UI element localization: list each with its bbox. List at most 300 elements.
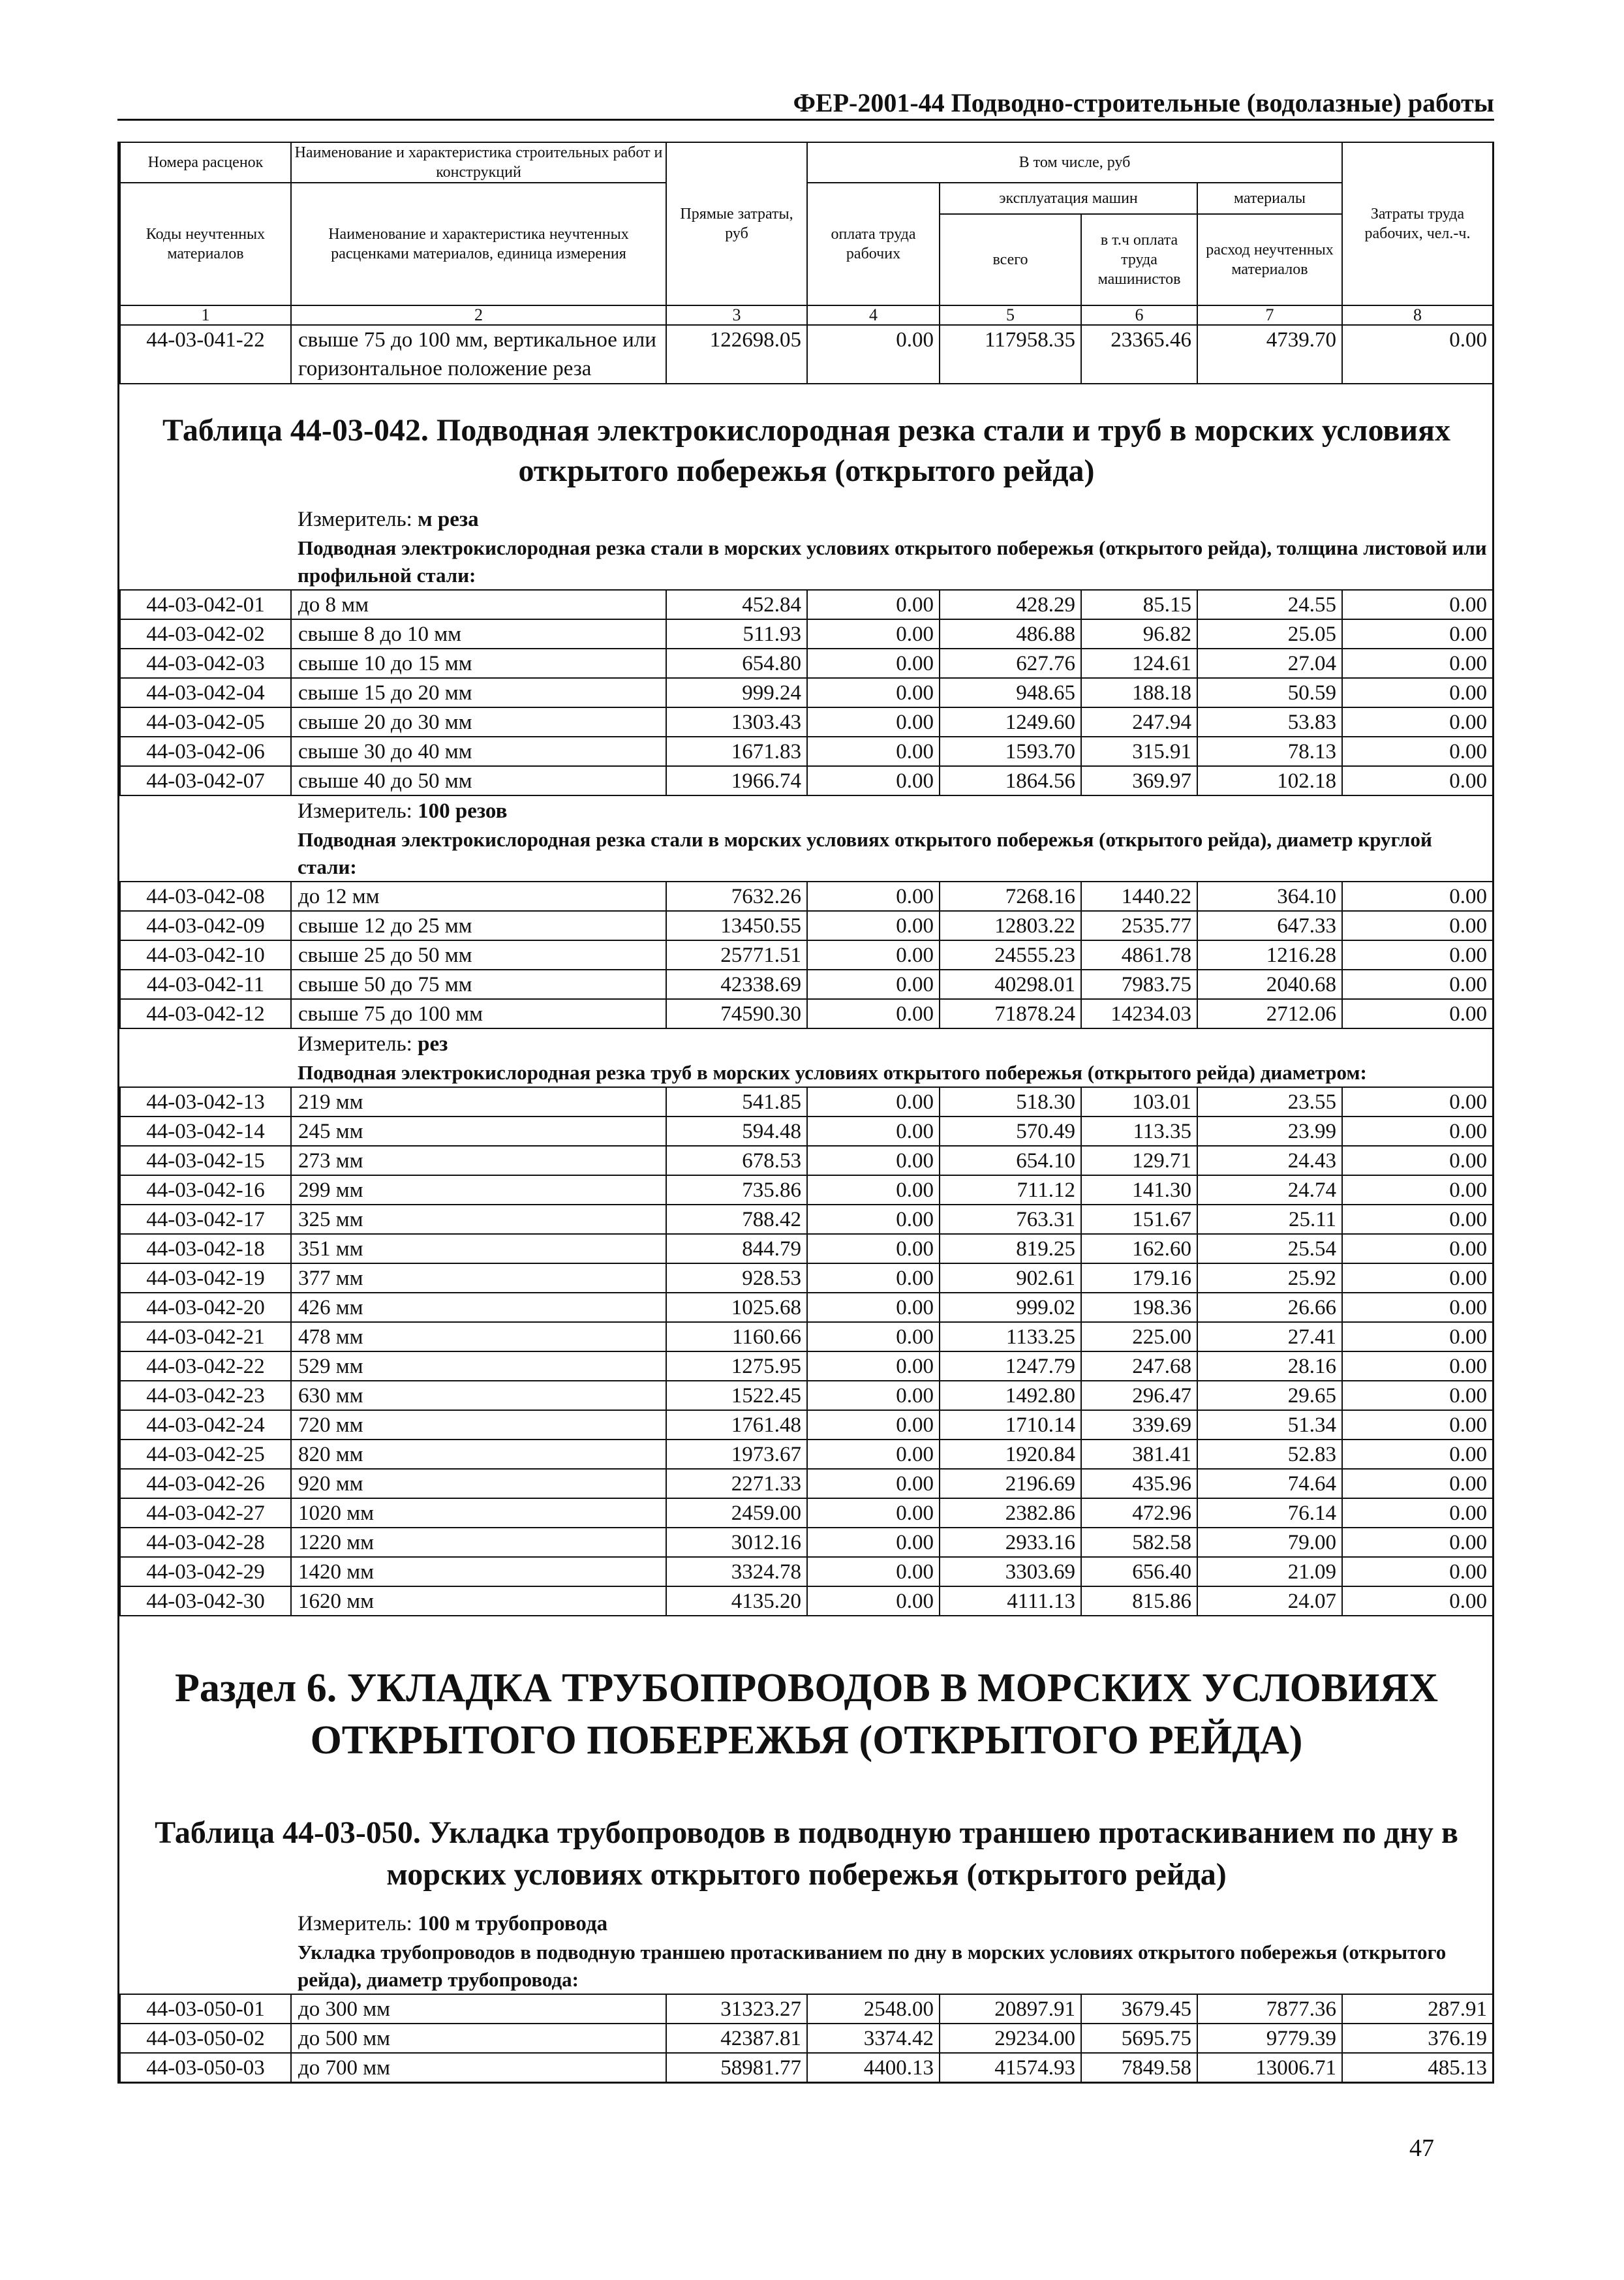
unit-value: рез bbox=[418, 1032, 448, 1056]
table-row bbox=[120, 1498, 1493, 1528]
table-row bbox=[120, 678, 1493, 707]
cell-machines-total: 40298.01 bbox=[940, 970, 1081, 999]
cell-wages: 0.00 bbox=[807, 1498, 940, 1528]
row-code: 44-03-042-19 bbox=[120, 1263, 291, 1293]
row-name: 325 мм bbox=[291, 1205, 666, 1234]
unit-label: Измеритель: bbox=[298, 1912, 418, 1935]
cell-wages: 0.00 bbox=[807, 678, 940, 707]
cell-wages: 0.00 bbox=[807, 882, 940, 911]
row-code: 44-03-042-02 bbox=[120, 619, 291, 649]
cell-wages: 0.00 bbox=[807, 1381, 940, 1410]
cell-wages: 0.00 bbox=[807, 1234, 940, 1263]
cell-direct-costs: 74590.30 bbox=[666, 999, 807, 1028]
row-code: 44-03-050-02 bbox=[120, 2024, 291, 2053]
cell-machines-total: 711.12 bbox=[940, 1175, 1081, 1205]
cell-machinists-wages: 656.40 bbox=[1081, 1557, 1197, 1586]
header-labor: Затраты труда рабочих, чел.-ч. bbox=[1342, 142, 1493, 305]
cell-materials: 27.41 bbox=[1197, 1322, 1342, 1351]
cell-direct-costs: 1275.95 bbox=[666, 1351, 807, 1381]
cell-labor: 0.00 bbox=[1342, 737, 1493, 766]
cell-direct-costs: 42338.69 bbox=[666, 970, 807, 999]
cell-wages: 0.00 bbox=[807, 737, 940, 766]
cell-direct-costs: 594.48 bbox=[666, 1117, 807, 1146]
row-name: 1620 мм bbox=[291, 1586, 666, 1616]
cell-machines-total: 902.61 bbox=[940, 1263, 1081, 1293]
row-code: 44-03-042-23 bbox=[120, 1381, 291, 1410]
cell-machinists-wages: 315.91 bbox=[1081, 737, 1197, 766]
cell-machines-total: 1864.56 bbox=[940, 766, 1081, 795]
header-materials: материалы bbox=[1197, 183, 1342, 214]
cell-labor: 0.00 bbox=[1342, 649, 1493, 678]
cell-machinists-wages: 381.41 bbox=[1081, 1440, 1197, 1469]
row-name: 820 мм bbox=[291, 1440, 666, 1469]
cell-machinists-wages: 5695.75 bbox=[1081, 2024, 1197, 2053]
row-name: до 500 мм bbox=[291, 2024, 666, 2053]
cell-materials: 25.54 bbox=[1197, 1234, 1342, 1263]
cell-materials: 9779.39 bbox=[1197, 2024, 1342, 2053]
cell-materials: 24.43 bbox=[1197, 1146, 1342, 1175]
cell-wages: 0.00 bbox=[807, 1205, 940, 1234]
row-code: 44-03-042-14 bbox=[120, 1117, 291, 1146]
cell-machines-total: 819.25 bbox=[940, 1234, 1081, 1263]
row-code: 44-03-050-01 bbox=[120, 1994, 291, 2024]
row-code: 44-03-042-28 bbox=[120, 1528, 291, 1557]
group-spacer bbox=[120, 1939, 291, 1994]
row-name: 529 мм bbox=[291, 1351, 666, 1381]
cell-machinists-wages: 815.86 bbox=[1081, 1586, 1197, 1616]
table-row bbox=[120, 737, 1493, 766]
cell-labor: 0.00 bbox=[1342, 1410, 1493, 1440]
cell-labor: 287.91 bbox=[1342, 1994, 1493, 2024]
column-number: 7 bbox=[1197, 305, 1342, 325]
cell-direct-costs: 42387.81 bbox=[666, 2024, 807, 2053]
column-number: 3 bbox=[666, 305, 807, 325]
cell-labor: 0.00 bbox=[1342, 1498, 1493, 1528]
cell-machinists-wages: 225.00 bbox=[1081, 1322, 1197, 1351]
column-number: 4 bbox=[807, 305, 940, 325]
cell-wages: 0.00 bbox=[807, 1351, 940, 1381]
cell-labor: 0.00 bbox=[1342, 619, 1493, 649]
row-name: свыше 50 до 75 мм bbox=[291, 970, 666, 999]
table-row bbox=[120, 1263, 1493, 1293]
row-code: 44-03-042-30 bbox=[120, 1586, 291, 1616]
row-name: 273 мм bbox=[291, 1146, 666, 1175]
table-row bbox=[120, 1528, 1493, 1557]
cell-direct-costs: 735.86 bbox=[666, 1175, 807, 1205]
header-direct-costs: Прямые затраты, руб bbox=[666, 142, 807, 305]
cell-direct-costs: 7632.26 bbox=[666, 882, 807, 911]
table-row bbox=[120, 882, 1493, 911]
cell-direct-costs: 1160.66 bbox=[666, 1322, 807, 1351]
table-row bbox=[120, 1146, 1493, 1175]
cell-direct-costs: 452.84 bbox=[666, 590, 807, 619]
row-code: 44-03-042-08 bbox=[120, 882, 291, 911]
cell-labor: 0.00 bbox=[1342, 1293, 1493, 1322]
cell-machinists-wages: 1440.22 bbox=[1081, 882, 1197, 911]
table-row bbox=[120, 590, 1493, 619]
table-row bbox=[120, 1351, 1493, 1381]
row-name: 219 мм bbox=[291, 1087, 666, 1117]
row-code: 44-03-042-15 bbox=[120, 1146, 291, 1175]
cell-materials: 647.33 bbox=[1197, 911, 1342, 940]
column-number: 6 bbox=[1081, 305, 1197, 325]
unit-measure bbox=[291, 504, 1493, 534]
cell-labor: 0.00 bbox=[1342, 1205, 1493, 1234]
cell-machinists-wages: 179.16 bbox=[1081, 1263, 1197, 1293]
cell-wages: 0.00 bbox=[807, 590, 940, 619]
cell-machines-total: 1133.25 bbox=[940, 1322, 1081, 1351]
row-name: 299 мм bbox=[291, 1175, 666, 1205]
cell-labor: 0.00 bbox=[1342, 1117, 1493, 1146]
table-row bbox=[120, 1087, 1493, 1117]
cell-wages: 0.00 bbox=[807, 649, 940, 678]
cell-materials: 21.09 bbox=[1197, 1557, 1342, 1586]
group-heading: Укладка трубопроводов в подводную траншею протаскиванием по дну в морских условиях открытого побережья (открытого рейда), диаметр трубопровода: bbox=[291, 1939, 1493, 1994]
cell-machines-total: 41574.93 bbox=[940, 2053, 1081, 2083]
row-name: до 700 мм bbox=[291, 2053, 666, 2083]
row-code: 44-03-042-20 bbox=[120, 1293, 291, 1322]
unit-label: Измеритель: bbox=[298, 1032, 418, 1056]
column-number: 8 bbox=[1342, 305, 1493, 325]
table-row bbox=[120, 911, 1493, 940]
cell-wages: 0.00 bbox=[807, 1263, 940, 1293]
price-table-body bbox=[119, 326, 1494, 2084]
cell-wages: 0.00 bbox=[807, 1322, 940, 1351]
cell-machinists-wages: 85.15 bbox=[1081, 590, 1197, 619]
cell-materials: 23.55 bbox=[1197, 1087, 1342, 1117]
cell-wages: 0.00 bbox=[807, 1293, 940, 1322]
cell-wages: 0.00 bbox=[807, 970, 940, 999]
header-code-bottom: Коды неучтенных материалов bbox=[120, 183, 291, 305]
cell-machinists-wages: 96.82 bbox=[1081, 619, 1197, 649]
group-spacer bbox=[120, 534, 291, 590]
cell-materials: 53.83 bbox=[1197, 707, 1342, 737]
table-row bbox=[120, 2024, 1493, 2053]
row-name: 1020 мм bbox=[291, 1498, 666, 1528]
header-code-top: Номера расценок bbox=[120, 142, 291, 183]
table-row bbox=[120, 1205, 1493, 1234]
cell-materials: 24.07 bbox=[1197, 1586, 1342, 1616]
cell-direct-costs: 13450.55 bbox=[666, 911, 807, 940]
table-title-row bbox=[120, 384, 1493, 504]
cell-machinists-wages: 247.68 bbox=[1081, 1351, 1197, 1381]
cell-machinists-wages: 23365.46 bbox=[1081, 326, 1197, 384]
row-name: свыше 10 до 15 мм bbox=[291, 649, 666, 678]
cell-machines-total: 24555.23 bbox=[940, 940, 1081, 970]
cell-materials: 102.18 bbox=[1197, 766, 1342, 795]
row-code: 44-03-042-03 bbox=[120, 649, 291, 678]
group-heading-row bbox=[120, 1059, 1493, 1087]
header-name-bottom: Наименование и характеристика неучтенных расценками материалов, единица измерения bbox=[291, 183, 666, 305]
cell-labor: 0.00 bbox=[1342, 766, 1493, 795]
cell-machinists-wages: 4861.78 bbox=[1081, 940, 1197, 970]
cell-wages: 4400.13 bbox=[807, 2053, 940, 2083]
cell-labor: 0.00 bbox=[1342, 999, 1493, 1028]
cell-wages: 2548.00 bbox=[807, 1994, 940, 2024]
cell-wages: 0.00 bbox=[807, 1557, 940, 1586]
cell-materials: 76.14 bbox=[1197, 1498, 1342, 1528]
cell-direct-costs: 999.24 bbox=[666, 678, 807, 707]
header-name-top: Наименование и характеристика строительных работ и конструкций bbox=[291, 142, 666, 183]
column-number: 2 bbox=[291, 305, 666, 325]
cell-direct-costs: 122698.05 bbox=[666, 326, 807, 384]
cell-machines-total: 948.65 bbox=[940, 678, 1081, 707]
unit-measure bbox=[291, 795, 1493, 826]
header-rule bbox=[117, 119, 1494, 121]
header-including: В том числе, руб bbox=[807, 142, 1342, 183]
unit-spacer bbox=[120, 1909, 291, 1939]
cell-machines-total: 763.31 bbox=[940, 1205, 1081, 1234]
cell-materials: 13006.71 bbox=[1197, 2053, 1342, 2083]
cell-wages: 0.00 bbox=[807, 1410, 940, 1440]
table-row bbox=[120, 1175, 1493, 1205]
cell-materials: 27.04 bbox=[1197, 649, 1342, 678]
cell-machines-total: 12803.22 bbox=[940, 911, 1081, 940]
row-name: 351 мм bbox=[291, 1234, 666, 1263]
group-heading-row bbox=[120, 534, 1493, 590]
cell-machines-total: 2933.16 bbox=[940, 1528, 1081, 1557]
cell-materials: 2040.68 bbox=[1197, 970, 1342, 999]
table-row bbox=[120, 1293, 1493, 1322]
table-title-row bbox=[120, 1806, 1493, 1909]
cell-machinists-wages: 296.47 bbox=[1081, 1381, 1197, 1410]
cell-labor: 0.00 bbox=[1342, 1586, 1493, 1616]
cell-labor: 0.00 bbox=[1342, 1381, 1493, 1410]
cell-machines-total: 2382.86 bbox=[940, 1498, 1081, 1528]
price-table-frame bbox=[117, 142, 1494, 2084]
page-number: 47 bbox=[1409, 2134, 1434, 2162]
row-name: свыше 30 до 40 мм bbox=[291, 737, 666, 766]
unit-value: 100 м трубопровода bbox=[418, 1912, 608, 1935]
row-name: 377 мм bbox=[291, 1263, 666, 1293]
cell-machinists-wages: 369.97 bbox=[1081, 766, 1197, 795]
row-name: свыше 25 до 50 мм bbox=[291, 940, 666, 970]
unit-row bbox=[120, 504, 1493, 534]
cell-labor: 0.00 bbox=[1342, 1440, 1493, 1469]
unit-spacer bbox=[120, 504, 291, 534]
table-row bbox=[120, 326, 1493, 384]
cell-machinists-wages: 7983.75 bbox=[1081, 970, 1197, 999]
running-header: ФЕР-2001-44 Подводно-строительные (водолазные) работы bbox=[793, 88, 1494, 117]
row-code: 44-03-042-13 bbox=[120, 1087, 291, 1117]
cell-materials: 24.74 bbox=[1197, 1175, 1342, 1205]
cell-materials: 25.11 bbox=[1197, 1205, 1342, 1234]
cell-direct-costs: 1761.48 bbox=[666, 1410, 807, 1440]
cell-labor: 0.00 bbox=[1342, 1469, 1493, 1498]
row-name: 1220 мм bbox=[291, 1528, 666, 1557]
cell-machines-total: 2196.69 bbox=[940, 1469, 1081, 1498]
table-row bbox=[120, 707, 1493, 737]
group-heading: Подводная электрокислородная резка стали в морских условиях открытого побережья (открытого рейда), толщина листовой или профильной стали: bbox=[291, 534, 1493, 590]
cell-machinists-wages: 7849.58 bbox=[1081, 2053, 1197, 2083]
cell-machinists-wages: 247.94 bbox=[1081, 707, 1197, 737]
cell-wages: 0.00 bbox=[807, 911, 940, 940]
group-heading: Подводная электрокислородная резка стали в морских условиях открытого побережья (открытого рейда), диаметр круглой стали: bbox=[291, 826, 1493, 882]
row-code: 44-03-042-09 bbox=[120, 911, 291, 940]
cell-materials: 78.13 bbox=[1197, 737, 1342, 766]
cell-labor: 0.00 bbox=[1342, 1557, 1493, 1586]
header-machines: эксплуатация машин bbox=[940, 183, 1197, 214]
table-row bbox=[120, 1381, 1493, 1410]
cell-labor: 0.00 bbox=[1342, 678, 1493, 707]
cell-machines-total: 7268.16 bbox=[940, 882, 1081, 911]
table-row bbox=[120, 999, 1493, 1028]
table-row bbox=[120, 649, 1493, 678]
header-machinists-wages: в т.ч оплата труда машинистов bbox=[1081, 214, 1197, 305]
cell-wages: 0.00 bbox=[807, 766, 940, 795]
row-name: 920 мм bbox=[291, 1469, 666, 1498]
table-row bbox=[120, 1322, 1493, 1351]
unit-spacer bbox=[120, 1028, 291, 1059]
row-code: 44-03-042-29 bbox=[120, 1557, 291, 1586]
cell-direct-costs: 928.53 bbox=[666, 1263, 807, 1293]
cell-wages: 0.00 bbox=[807, 1440, 940, 1469]
unit-value: 100 резов bbox=[418, 799, 508, 823]
table-row bbox=[120, 1994, 1493, 2024]
cell-machinists-wages: 113.35 bbox=[1081, 1117, 1197, 1146]
table-row bbox=[120, 619, 1493, 649]
cell-machinists-wages: 103.01 bbox=[1081, 1087, 1197, 1117]
table-header bbox=[119, 142, 1494, 326]
cell-direct-costs: 1973.67 bbox=[666, 1440, 807, 1469]
cell-machines-total: 117958.35 bbox=[940, 326, 1081, 384]
cell-wages: 0.00 bbox=[807, 1586, 940, 1616]
column-number: 5 bbox=[940, 305, 1081, 325]
row-code: 44-03-042-04 bbox=[120, 678, 291, 707]
row-name: 630 мм bbox=[291, 1381, 666, 1410]
row-name: до 8 мм bbox=[291, 590, 666, 619]
row-code: 44-03-042-26 bbox=[120, 1469, 291, 1498]
cell-machines-total: 486.88 bbox=[940, 619, 1081, 649]
row-name: свыше 8 до 10 мм bbox=[291, 619, 666, 649]
cell-wages: 3374.42 bbox=[807, 2024, 940, 2053]
table-row bbox=[120, 1117, 1493, 1146]
cell-wages: 0.00 bbox=[807, 940, 940, 970]
unit-value: м реза bbox=[418, 508, 479, 531]
row-name: 1420 мм bbox=[291, 1557, 666, 1586]
cell-machines-total: 999.02 bbox=[940, 1293, 1081, 1322]
cell-materials: 51.34 bbox=[1197, 1410, 1342, 1440]
cell-direct-costs: 678.53 bbox=[666, 1146, 807, 1175]
cell-labor: 0.00 bbox=[1342, 590, 1493, 619]
table-title: Таблица 44-03-050. Укладка трубопроводов в подводную траншею протаскиванием по дну в морских условиях открытого побережья (открытого рейда) bbox=[155, 1815, 1458, 1892]
cell-materials: 29.65 bbox=[1197, 1381, 1342, 1410]
table-row bbox=[120, 970, 1493, 999]
cell-machines-total: 1710.14 bbox=[940, 1410, 1081, 1440]
cell-machinists-wages: 151.67 bbox=[1081, 1205, 1197, 1234]
cell-machines-total: 71878.24 bbox=[940, 999, 1081, 1028]
cell-machinists-wages: 339.69 bbox=[1081, 1410, 1197, 1440]
cell-labor: 0.00 bbox=[1342, 911, 1493, 940]
cell-labor: 0.00 bbox=[1342, 1087, 1493, 1117]
header-unaccounted-materials: расход неучтенных материалов bbox=[1197, 214, 1342, 305]
table-row bbox=[120, 2053, 1493, 2083]
cell-machinists-wages: 582.58 bbox=[1081, 1528, 1197, 1557]
table-row bbox=[120, 1469, 1493, 1498]
row-code: 44-03-042-25 bbox=[120, 1440, 291, 1469]
row-code: 44-03-042-21 bbox=[120, 1322, 291, 1351]
row-code: 44-03-042-17 bbox=[120, 1205, 291, 1234]
cell-direct-costs: 2459.00 bbox=[666, 1498, 807, 1528]
row-name: свыше 20 до 30 мм bbox=[291, 707, 666, 737]
header-wages: оплата труда рабочих bbox=[807, 183, 940, 305]
unit-measure bbox=[291, 1028, 1493, 1059]
table-row bbox=[120, 940, 1493, 970]
cell-machines-total: 570.49 bbox=[940, 1117, 1081, 1146]
cell-wages: 0.00 bbox=[807, 1469, 940, 1498]
cell-materials: 7877.36 bbox=[1197, 1994, 1342, 2024]
cell-direct-costs: 1303.43 bbox=[666, 707, 807, 737]
unit-row bbox=[120, 795, 1493, 826]
cell-materials: 24.55 bbox=[1197, 590, 1342, 619]
table-row bbox=[120, 1410, 1493, 1440]
cell-machines-total: 1247.79 bbox=[940, 1351, 1081, 1381]
cell-materials: 1216.28 bbox=[1197, 940, 1342, 970]
cell-machines-total: 1593.70 bbox=[940, 737, 1081, 766]
cell-direct-costs: 58981.77 bbox=[666, 2053, 807, 2083]
cell-machinists-wages: 198.36 bbox=[1081, 1293, 1197, 1322]
cell-wages: 0.00 bbox=[807, 1175, 940, 1205]
row-name: 426 мм bbox=[291, 1293, 666, 1322]
row-name: свыше 75 до 100 мм bbox=[291, 999, 666, 1028]
group-heading: Подводная электрокислородная резка труб в морских условиях открытого побережья (открытого рейда) диаметром: bbox=[291, 1059, 1493, 1087]
table-row bbox=[120, 1586, 1493, 1616]
table-row bbox=[120, 766, 1493, 795]
cell-machines-total: 20897.91 bbox=[940, 1994, 1081, 2024]
cell-machines-total: 428.29 bbox=[940, 590, 1081, 619]
cell-machinists-wages: 162.60 bbox=[1081, 1234, 1197, 1263]
row-code: 44-03-042-05 bbox=[120, 707, 291, 737]
row-code: 44-03-042-10 bbox=[120, 940, 291, 970]
row-name: свыше 12 до 25 мм bbox=[291, 911, 666, 940]
cell-materials: 25.92 bbox=[1197, 1263, 1342, 1293]
section-heading: Раздел 6. УКЛАДКА ТРУБОПРОВОДОВ В МОРСКИХ УСЛОВИЯХ ОТКРЫТОГО ПОБЕРЕЖЬЯ (ОТКРЫТОГО РЕЙДА) bbox=[120, 1616, 1493, 1806]
cell-labor: 0.00 bbox=[1342, 1146, 1493, 1175]
unit-spacer bbox=[120, 795, 291, 826]
cell-machines-total: 1492.80 bbox=[940, 1381, 1081, 1410]
cell-wages: 0.00 bbox=[807, 999, 940, 1028]
cell-machinists-wages: 129.71 bbox=[1081, 1146, 1197, 1175]
table-title: Таблица 44-03-042. Подводная электрокислородная резка стали и труб в морских условиях открытого побережья (открытого рейда) bbox=[120, 384, 1493, 504]
cell-direct-costs: 4135.20 bbox=[666, 1586, 807, 1616]
cell-materials: 23.99 bbox=[1197, 1117, 1342, 1146]
cell-machinists-wages: 2535.77 bbox=[1081, 911, 1197, 940]
cell-direct-costs: 1522.45 bbox=[666, 1381, 807, 1410]
cell-machines-total: 3303.69 bbox=[940, 1557, 1081, 1586]
cell-direct-costs: 1966.74 bbox=[666, 766, 807, 795]
cell-materials: 50.59 bbox=[1197, 678, 1342, 707]
unit-row bbox=[120, 1028, 1493, 1059]
cell-materials: 2712.06 bbox=[1197, 999, 1342, 1028]
row-name: свыше 75 до 100 мм, вертикальное или горизонтальное положение реза bbox=[291, 326, 666, 384]
cell-direct-costs: 1671.83 bbox=[666, 737, 807, 766]
row-code: 44-03-042-06 bbox=[120, 737, 291, 766]
group-spacer bbox=[120, 1059, 291, 1087]
table-row bbox=[120, 1557, 1493, 1586]
row-code: 44-03-042-01 bbox=[120, 590, 291, 619]
cell-direct-costs: 3324.78 bbox=[666, 1557, 807, 1586]
cell-machines-total: 1920.84 bbox=[940, 1440, 1081, 1469]
cell-wages: 0.00 bbox=[807, 326, 940, 384]
unit-row bbox=[120, 1909, 1493, 1939]
row-code: 44-03-042-24 bbox=[120, 1410, 291, 1440]
unit-label: Измеритель: bbox=[298, 799, 418, 823]
row-code: 44-03-042-11 bbox=[120, 970, 291, 999]
cell-labor: 0.00 bbox=[1342, 1322, 1493, 1351]
cell-labor: 485.13 bbox=[1342, 2053, 1493, 2083]
cell-materials: 52.83 bbox=[1197, 1440, 1342, 1469]
row-name: 478 мм bbox=[291, 1322, 666, 1351]
